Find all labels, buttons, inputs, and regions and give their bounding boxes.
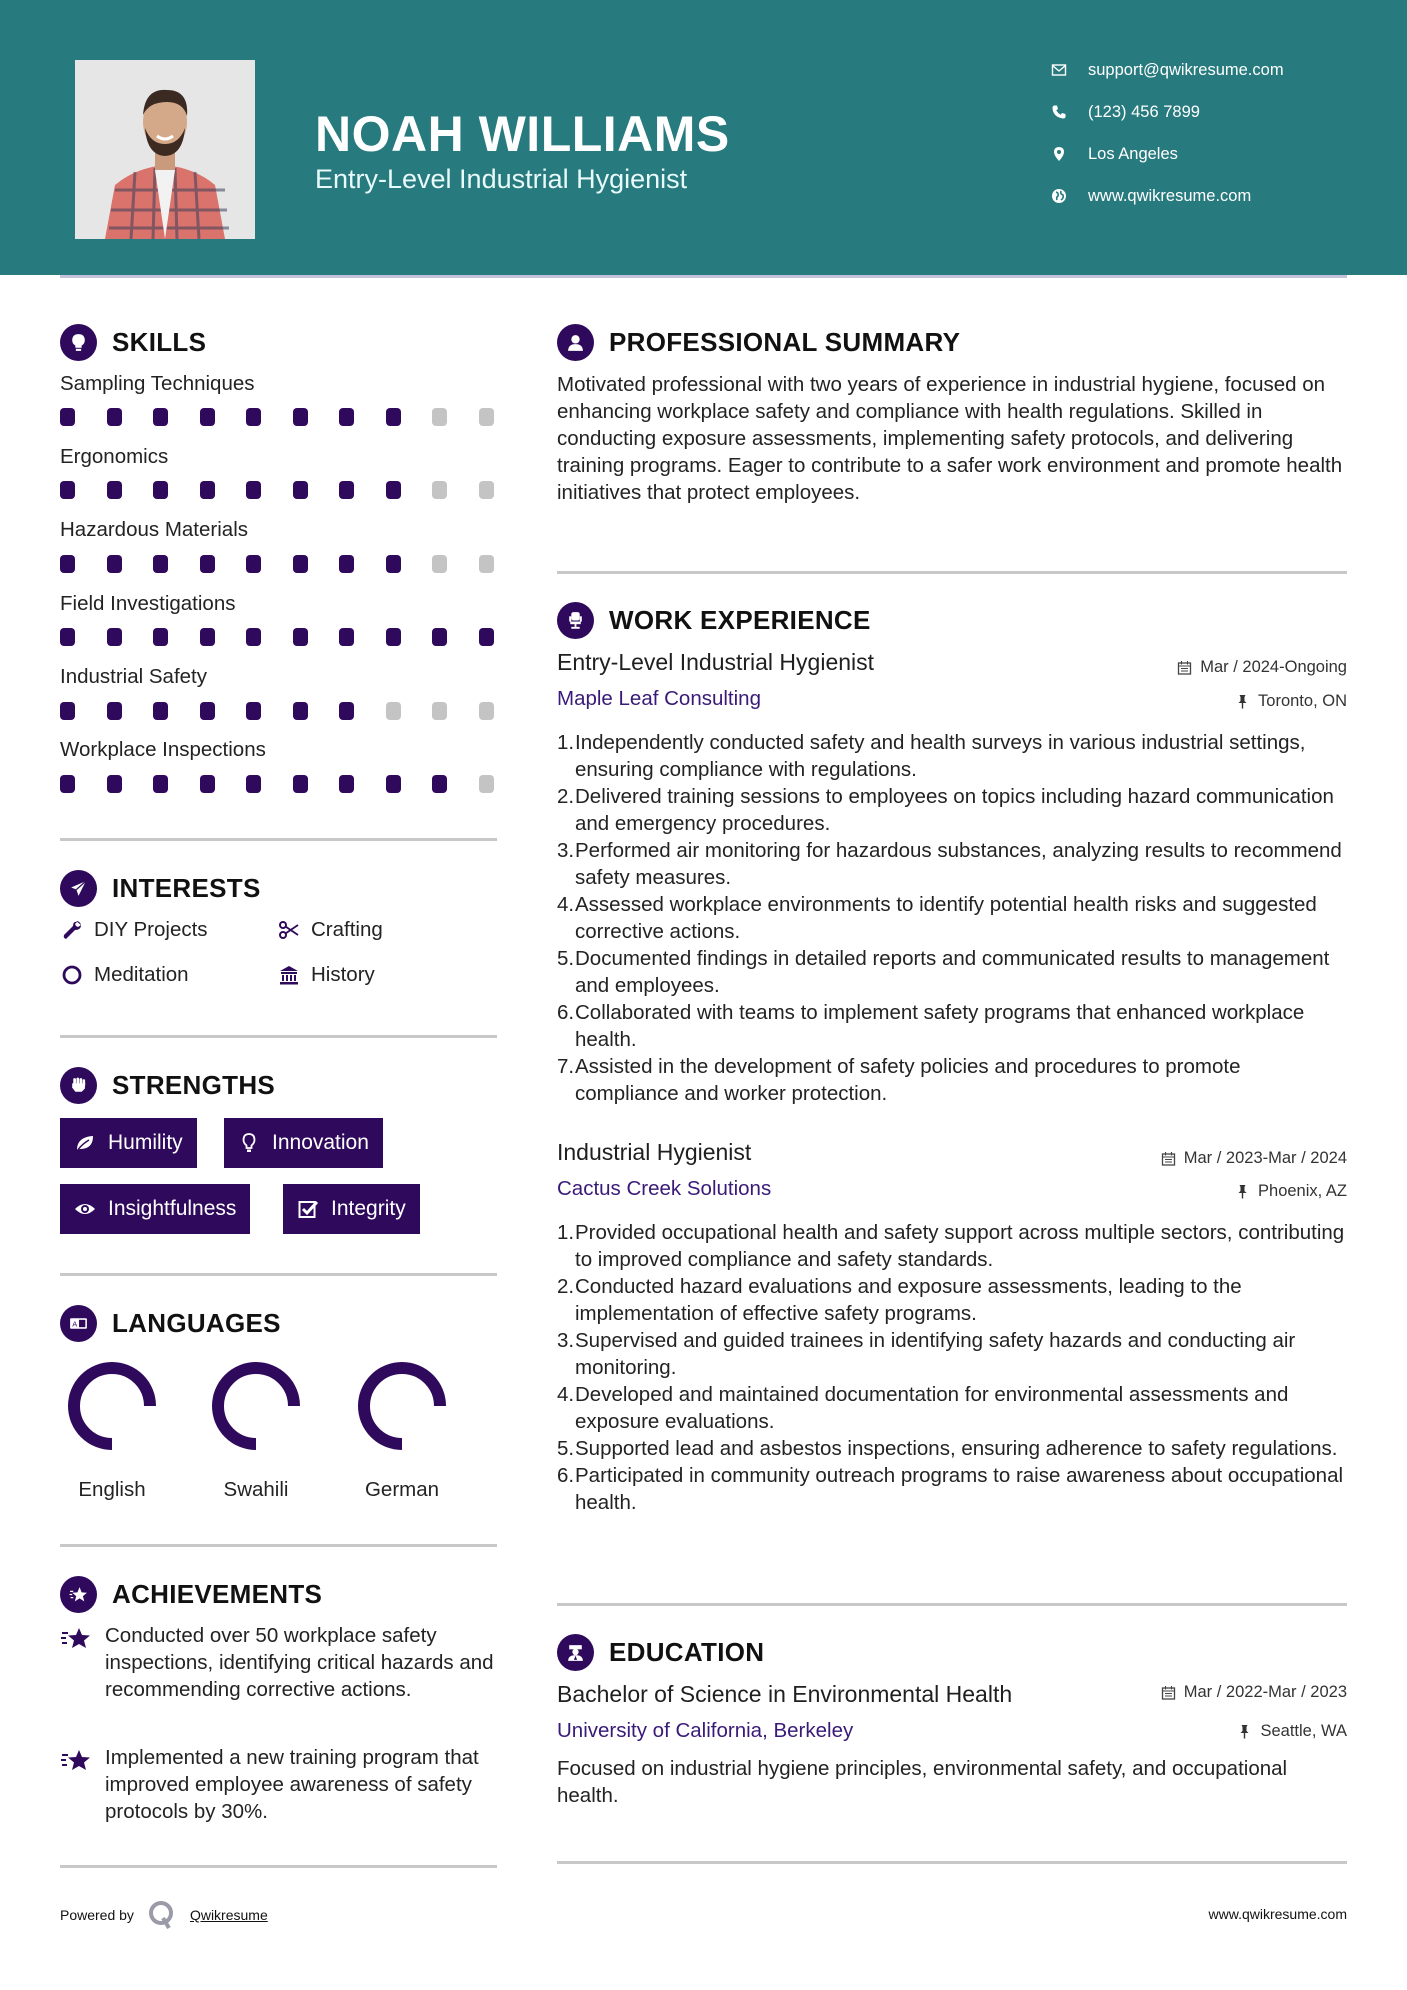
skill-dot — [107, 481, 122, 499]
skill-dot — [479, 775, 494, 793]
phone-icon — [1050, 103, 1068, 121]
qwikresume-link[interactable]: Qwikresume — [189, 1907, 268, 1923]
education-location: Seattle, WA — [1237, 1722, 1347, 1741]
section-divider — [60, 1544, 497, 1547]
skill-dot — [386, 628, 401, 646]
skill-dot — [479, 702, 494, 720]
skill-label: Hazardous Materials — [60, 518, 248, 541]
graduate-icon — [557, 1634, 594, 1671]
contact-website-text: www.qwikresume.com — [1088, 186, 1252, 205]
envelope-icon — [1050, 61, 1068, 79]
skill-dot — [293, 555, 308, 573]
interests-heading: INTERESTS — [60, 868, 261, 908]
candidate-name: NOAH WILLIAMS — [315, 106, 730, 162]
circle-icon — [60, 963, 84, 987]
skill-dot — [432, 702, 447, 720]
lightbulb-icon — [60, 324, 97, 361]
interest-item: DIY Projects — [60, 918, 208, 942]
header-banner — [0, 0, 1407, 275]
map-marker-icon — [1050, 145, 1068, 163]
calendar-icon — [1177, 660, 1192, 675]
star-icon — [60, 1625, 92, 1653]
skill-rating — [60, 481, 525, 499]
skill-dot — [293, 408, 308, 426]
skill-dot — [200, 408, 215, 426]
skill-dot — [432, 775, 447, 793]
pushpin-icon — [1237, 1724, 1252, 1739]
star-badge-icon — [60, 1576, 97, 1613]
skill-dot — [200, 702, 215, 720]
strength-chip: Innovation — [224, 1118, 383, 1168]
strength-chip: Integrity — [283, 1184, 420, 1234]
contact-location — [1050, 142, 1370, 166]
job-bullets — [557, 1219, 1347, 1516]
language-ring — [66, 1360, 158, 1452]
skill-dot — [153, 555, 168, 573]
wrench-icon — [60, 918, 84, 942]
skill-dot — [200, 775, 215, 793]
contact-phone[interactable] — [1050, 100, 1370, 124]
job-bullet: 3. Performed air monitoring for hazardous substances, analyzing results to recommend safety measures. — [557, 839, 1342, 889]
skill-dot — [386, 555, 401, 573]
job-bullet: 4. Developed and maintained documentation for environmental assessments and exposure evaluations. — [557, 1383, 1289, 1433]
job-dates: Mar / 2023-Mar / 2024 — [1161, 1149, 1347, 1168]
star-icon — [60, 1747, 92, 1775]
eye-icon — [72, 1198, 98, 1220]
skill-dot — [293, 775, 308, 793]
scissors-icon — [277, 918, 301, 942]
skill-rating — [60, 408, 525, 426]
job-bullet: 2. Delivered training sessions to employees on topics including hazard communication and emergency procedures. — [557, 785, 1334, 835]
skill-dot — [479, 408, 494, 426]
user-icon — [557, 324, 594, 361]
skill-dot — [246, 628, 261, 646]
education-dates: Mar / 2022-Mar / 2023 — [1161, 1683, 1347, 1702]
section-divider — [557, 1603, 1347, 1606]
skill-dot — [107, 628, 122, 646]
section-divider — [557, 571, 1347, 574]
job-bullet: 6. Collaborated with teams to implement safety programs that enhanced workplace health. — [557, 1001, 1305, 1051]
job-bullet: 6. Participated in community outreach programs to raise awareness about occupational health. — [557, 1464, 1344, 1514]
skill-label: Field Investigations — [60, 592, 236, 615]
footer-powered-by: Powered by Qwikresume — [60, 1900, 268, 1930]
strength-chip: Humility — [60, 1118, 197, 1168]
languages-heading: A LANGUAGES — [60, 1303, 281, 1343]
job-bullet: 5. Documented findings in detailed reports and communicated results to management and employees. — [557, 947, 1330, 997]
skill-dot — [339, 481, 354, 499]
job-location: Phoenix, AZ — [1235, 1182, 1347, 1201]
job-bullet: 3. Supervised and guided trainees in identifying safety hazards and conducting air monitoring. — [557, 1329, 1296, 1379]
strength-chip: Insightfulness — [60, 1184, 250, 1234]
skill-dot — [153, 628, 168, 646]
skill-dot — [107, 702, 122, 720]
skill-dot — [60, 775, 75, 793]
skill-dot — [60, 628, 75, 646]
skill-dot — [479, 481, 494, 499]
interest-item: History — [277, 963, 375, 987]
skill-dot — [432, 628, 447, 646]
skill-dot — [386, 481, 401, 499]
skill-dot — [60, 481, 75, 499]
skill-rating — [60, 555, 525, 573]
language-item: German — [347, 1360, 457, 1502]
footer-website-link[interactable]: www.qwikresume.com — [1208, 1906, 1347, 1922]
skill-rating — [60, 775, 525, 793]
achievements-heading: ACHIEVEMENTS — [60, 1574, 322, 1614]
svg-text:A: A — [72, 1319, 78, 1329]
skill-dot — [246, 555, 261, 573]
language-ring — [356, 1360, 448, 1452]
language-item: Swahili — [201, 1360, 311, 1502]
interest-item: Crafting — [277, 918, 383, 942]
job-bullet: 7. Assisted in the development of safety policies and procedures to promote compliance and worker protection. — [557, 1055, 1241, 1105]
skill-dot — [386, 408, 401, 426]
skill-label: Ergonomics — [60, 445, 169, 468]
skill-label: Workplace Inspections — [60, 738, 266, 761]
skill-dot — [200, 628, 215, 646]
skill-dot — [479, 555, 494, 573]
skill-dot — [200, 481, 215, 499]
job-role: Industrial Hygienist — [557, 1139, 752, 1165]
skill-rating — [60, 702, 525, 720]
job-company: Cactus Creek Solutions — [557, 1177, 772, 1200]
skill-dot — [432, 555, 447, 573]
section-divider — [557, 1861, 1347, 1864]
avatar-illustration — [75, 60, 255, 239]
office-chair-icon — [557, 602, 594, 639]
job-location: Toronto, ON — [1235, 692, 1347, 711]
summary-text: Motivated professional with two years of experience in industrial hygiene, focused on enhancing workplace safety and compliance with health regulations. Skilled in conducting exposure assessments, implementing safety protocols, and delivering training programs. Eager to contribute to a safer work environment and promote health initiatives that protect employees. — [557, 373, 1343, 504]
section-divider — [60, 1273, 497, 1276]
skill-dot — [246, 702, 261, 720]
calendar-icon — [1161, 1151, 1176, 1166]
contact-email[interactable] — [1050, 58, 1370, 82]
skill-dot — [386, 775, 401, 793]
skill-dot — [293, 628, 308, 646]
skill-dot — [293, 702, 308, 720]
skill-dot — [107, 555, 122, 573]
education-school: University of California, Berkeley — [557, 1719, 854, 1742]
skill-dot — [339, 628, 354, 646]
pushpin-icon — [1235, 694, 1250, 709]
education-description: Focused on industrial hygiene principles, environmental safety, and occupational health. — [557, 1757, 1288, 1807]
skill-dot — [107, 775, 122, 793]
summary-heading: PROFESSIONAL SUMMARY — [557, 322, 960, 362]
skill-dot — [293, 481, 308, 499]
skill-dot — [153, 775, 168, 793]
contact-website[interactable] — [1050, 184, 1370, 208]
check-square-icon — [295, 1198, 321, 1220]
achievement-item: Conducted over 50 workplace safety inspections, identifying critical hazards and recommending corrective actions. — [60, 1622, 500, 1703]
skill-dot — [200, 555, 215, 573]
profile-photo — [75, 60, 255, 239]
job-bullet: 1. Independently conducted safety and health surveys in various industrial settings, ensuring compliance with regulations. — [557, 731, 1306, 781]
skill-label: Industrial Safety — [60, 665, 207, 688]
skill-dot — [339, 408, 354, 426]
section-divider — [60, 1035, 497, 1038]
job-company: Maple Leaf Consulting — [557, 687, 761, 710]
skill-label: Sampling Techniques — [60, 372, 255, 395]
section-divider — [60, 1865, 497, 1868]
pushpin-icon — [1235, 1184, 1250, 1199]
education-degree: Bachelor of Science in Environmental Health — [557, 1681, 1013, 1707]
job-bullet: 2. Conducted hazard evaluations and exposure assessments, leading to the implementation of effective safety programs. — [557, 1275, 1242, 1325]
paper-plane-icon — [60, 870, 97, 907]
achievement-item: Implemented a new training program that improved employee awareness of safety protocols by 30%. — [60, 1744, 500, 1825]
strengths-heading: STRENGTHS — [60, 1065, 275, 1105]
interest-item: Meditation — [60, 963, 189, 987]
lightbulb-icon — [236, 1132, 262, 1154]
job-dates: Mar / 2024-Ongoing — [1177, 658, 1347, 677]
skill-dot — [107, 408, 122, 426]
skill-dot — [246, 408, 261, 426]
language-item: English — [57, 1360, 167, 1502]
skill-rating — [60, 628, 525, 646]
museum-icon — [277, 963, 301, 987]
job-bullet: 4. Assessed workplace environments to identify potential health risks and suggested corrective actions. — [557, 893, 1317, 943]
skill-dot — [386, 702, 401, 720]
skill-dot — [339, 702, 354, 720]
skill-dot — [432, 481, 447, 499]
skill-dot — [153, 702, 168, 720]
calendar-icon — [1161, 1685, 1176, 1700]
language-icon — [60, 1305, 97, 1342]
skill-dot — [432, 408, 447, 426]
leaf-icon — [72, 1132, 98, 1154]
skill-dot — [60, 555, 75, 573]
skill-dot — [339, 555, 354, 573]
skill-dot — [153, 408, 168, 426]
skill-dot — [479, 628, 494, 646]
fist-icon — [60, 1067, 97, 1104]
job-bullet: 5. Supported lead and asbestos inspections, ensuring adherence to safety regulations. — [557, 1437, 1338, 1460]
header-divider — [60, 275, 1347, 278]
section-divider — [60, 838, 497, 841]
experience-heading: WORK EXPERIENCE — [557, 600, 871, 640]
job-role: Entry-Level Industrial Hygienist — [557, 649, 875, 675]
candidate-title: Entry-Level Industrial Hygienist — [315, 164, 688, 194]
skills-heading: SKILLS — [60, 322, 206, 362]
skill-dot — [246, 481, 261, 499]
contact-email-text: support@qwikresume.com — [1088, 60, 1284, 79]
contact-phone-text: (123) 456 7899 — [1088, 102, 1200, 121]
skill-dot — [246, 775, 261, 793]
globe-icon — [1050, 187, 1068, 205]
education-heading: EDUCATION — [557, 1632, 764, 1672]
skill-dot — [60, 702, 75, 720]
job-bullets — [557, 729, 1347, 1107]
language-ring — [210, 1360, 302, 1452]
skill-dot — [153, 481, 168, 499]
skill-dot — [60, 408, 75, 426]
contact-location-text: Los Angeles — [1088, 144, 1178, 163]
job-bullet: 1. Provided occupational health and safety support across multiple sectors, contributing to improved compliance and safety standards. — [557, 1221, 1345, 1271]
skill-dot — [339, 775, 354, 793]
qwikresume-logo-icon — [148, 1900, 176, 1930]
